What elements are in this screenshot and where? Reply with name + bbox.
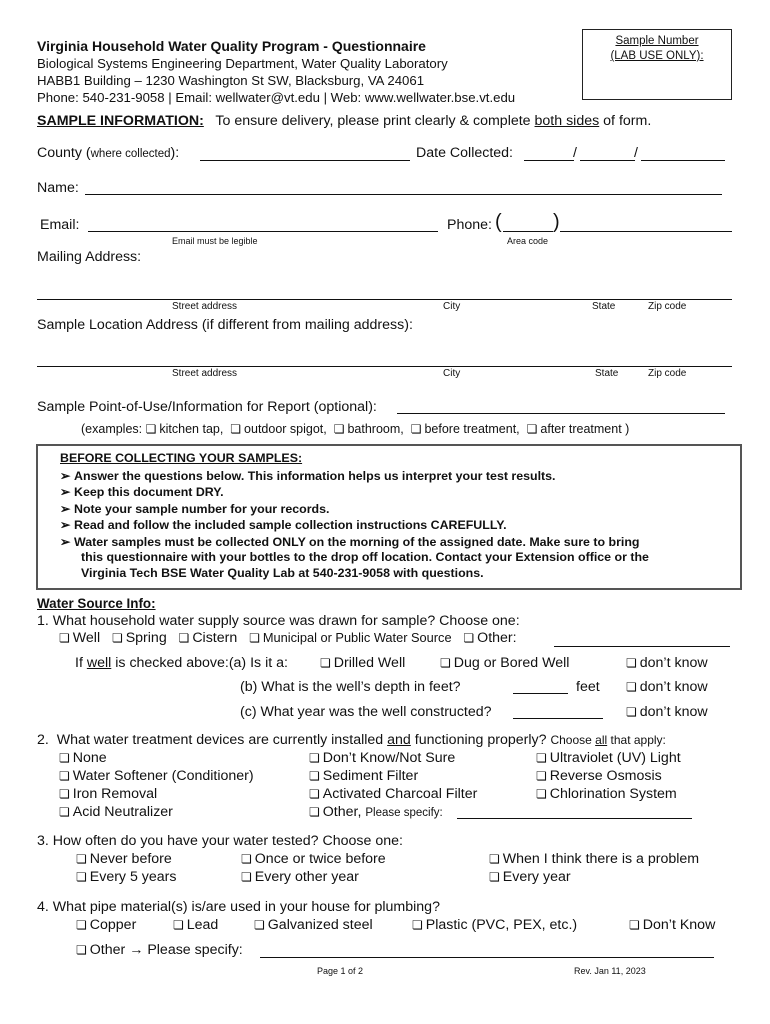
well-year-field[interactable] xyxy=(513,718,603,719)
bullet-3: ➢ Note your sample number for your records. xyxy=(60,502,330,516)
bullet-5-cont-1: this questionnaire with your bottles to the drop off location. Contact your Extension office or the xyxy=(81,550,649,564)
sample-info-heading: SAMPLE INFORMATION: xyxy=(37,113,204,129)
sample-location-label: Sample Location Address (if different from mailing address): xyxy=(37,317,413,333)
question-2: 2. What water treatment devices are currently installed and functioning properly? Choose all that apply: xyxy=(37,732,666,748)
sample-number-box[interactable] xyxy=(582,29,732,100)
treat-chlorination[interactable]: ❏ Chlorination System xyxy=(536,786,677,802)
form-title: Virginia Household Water Quality Program - Questionnaire xyxy=(37,38,426,54)
treat-charcoal-filter[interactable]: ❏ Activated Charcoal Filter xyxy=(309,786,477,802)
date-sep-2: / xyxy=(634,145,638,161)
point-of-use-field[interactable] xyxy=(397,413,725,414)
test-every-other-year[interactable]: ❏ Every other year xyxy=(241,869,359,885)
sample-location-field[interactable] xyxy=(37,366,732,367)
pipe-other[interactable]: ❏ Other → Please specify: xyxy=(76,942,243,958)
pipe-other-field[interactable] xyxy=(260,957,714,958)
example-before-treatment[interactable]: ❏ before treatment, xyxy=(411,422,520,436)
treat-other-field[interactable] xyxy=(457,818,692,819)
lab-use-only-label: (LAB USE ONLY): xyxy=(610,50,704,62)
date-collected-label: Date Collected: xyxy=(416,145,513,161)
well-depth-dont-know[interactable]: ❏ don’t know xyxy=(626,679,708,695)
drilled-well-checkbox[interactable]: ❏ Drilled Well xyxy=(320,655,405,671)
example-outdoor-spigot[interactable]: ❏ outdoor spigot, xyxy=(230,422,326,436)
treat-acid-neutralizer[interactable]: ❏ Acid Neutralizer xyxy=(59,804,173,820)
well-depth-question: (b) What is the well’s depth in feet? xyxy=(240,679,461,695)
well-year-question: (c) What year was the well constructed? xyxy=(240,704,492,720)
sample-info-heading-row xyxy=(37,113,651,129)
name-label: Name: xyxy=(37,180,79,196)
area-code-field[interactable] xyxy=(503,231,553,232)
treat-none[interactable]: ❏ None xyxy=(59,750,107,766)
treat-water-softener[interactable]: ❏ Water Softener (Conditioner) xyxy=(59,768,254,784)
treat-iron-removal[interactable]: ❏ Iron Removal xyxy=(59,786,157,802)
date-day-field[interactable] xyxy=(580,160,635,161)
pipe-lead[interactable]: ❏ Lead xyxy=(173,917,218,933)
instruction-end: of form. xyxy=(603,113,652,129)
zip-label-2: Zip code xyxy=(648,368,687,379)
examples-row: (examples: ❏ kitchen tap, ❏ outdoor spigot, ❏ bathroom, ❏ before treatment, ❏ after treatment ) xyxy=(81,422,629,436)
q1-cistern-checkbox[interactable]: ❏ Cistern xyxy=(179,630,238,646)
street-label-2: Street address xyxy=(172,368,238,379)
county-label: County (where collected): xyxy=(37,145,180,161)
page-number: Page 1 of 2 xyxy=(317,966,364,976)
mailing-address-field[interactable] xyxy=(37,299,732,300)
q1-other-field[interactable] xyxy=(554,646,730,647)
county-field[interactable] xyxy=(200,160,410,161)
email-field[interactable] xyxy=(88,231,438,232)
question-4: 4. What pipe material(s) is/are used in your house for plumbing? xyxy=(37,899,440,915)
email-label: Email: xyxy=(40,217,80,233)
well-year-dont-know[interactable]: ❏ don’t know xyxy=(626,704,708,720)
email-note: Email must be legible xyxy=(172,236,258,246)
phone-label: Phone: xyxy=(447,217,492,233)
before-collecting-box xyxy=(36,444,742,590)
area-code-label: Area code xyxy=(507,236,549,246)
test-every-year[interactable]: ❏ Every year xyxy=(489,869,571,885)
treat-sediment-filter[interactable]: ❏ Sediment Filter xyxy=(309,768,418,784)
revision-date: Rev. Jan 11, 2023 xyxy=(574,966,646,976)
example-bathroom[interactable]: ❏ bathroom, xyxy=(334,422,404,436)
treat-uv-light[interactable]: ❏ Ultraviolet (UV) Light xyxy=(536,750,681,766)
contact-line: Phone: 540-231-9058 | Email: wellwater@vt.edu | Web: www.wellwater.bse.vt.edu xyxy=(37,90,516,105)
well-depth-field[interactable] xyxy=(513,693,568,694)
feet-label: feet xyxy=(576,679,600,695)
pipe-copper[interactable]: ❏ Copper xyxy=(76,917,136,933)
q1-other-checkbox[interactable]: ❏ Other: xyxy=(463,630,516,646)
q1-spring-checkbox[interactable]: ❏ Spring xyxy=(112,630,167,646)
phone-paren-open: ( xyxy=(495,211,502,233)
city-label: City xyxy=(443,301,461,312)
bullet-1: ➢ Answer the questions below. This information helps us interpret your test results. xyxy=(60,469,556,483)
date-month-field[interactable] xyxy=(524,160,574,161)
date-sep-1: / xyxy=(573,145,577,161)
question-3: 3. How often do you have your water tested? Choose one: xyxy=(37,833,403,849)
if-well-label: If well is checked above:(a) Is it a: xyxy=(75,655,288,671)
before-heading: BEFORE COLLECTING YOUR SAMPLES: xyxy=(60,451,303,465)
sample-number-label: Sample Number xyxy=(615,35,699,47)
bullet-4: ➢ Read and follow the included sample collection instructions CAREFULLY. xyxy=(60,518,507,532)
street-label: Street address xyxy=(172,301,238,312)
point-of-use-label: Sample Point-of-Use/Information for Report (optional): xyxy=(37,399,377,415)
both-sides-text: both sides xyxy=(534,113,600,129)
name-field[interactable] xyxy=(85,194,722,195)
water-source-heading: Water Source Info: xyxy=(37,596,156,611)
city-label-2: City xyxy=(443,368,461,379)
treat-other[interactable]: ❏ Other, Please specify: xyxy=(309,804,443,820)
well-type-dont-know[interactable]: ❏ don’t know xyxy=(626,655,708,671)
test-once-twice[interactable]: ❏ Once or twice before xyxy=(241,851,386,867)
bullet-2: ➢ Keep this document DRY. xyxy=(60,485,224,499)
bullet-5: ➢ Water samples must be collected ONLY on the morning of the assigned date. Make sure to bring xyxy=(60,535,640,549)
phone-number-field[interactable] xyxy=(560,231,732,232)
pipe-plastic[interactable]: ❏ Plastic (PVC, PEX, etc.) xyxy=(412,917,577,933)
department-line: Biological Systems Engineering Department, Water Quality Laboratory xyxy=(37,56,448,71)
bullet-5-cont-2: Virginia Tech BSE Water Quality Lab at 540-231-9058 with questions. xyxy=(81,566,484,580)
treat-reverse-osmosis[interactable]: ❏ Reverse Osmosis xyxy=(536,768,662,784)
example-after-treatment[interactable]: ❏ after treatment ) xyxy=(527,422,630,436)
test-every-5-years[interactable]: ❏ Every 5 years xyxy=(76,869,177,885)
dug-well-checkbox[interactable]: ❏ Dug or Bored Well xyxy=(440,655,569,671)
q1-well-checkbox[interactable]: ❏ Well xyxy=(59,630,100,646)
question-1: 1. What household water supply source was drawn for sample? Choose one: xyxy=(37,613,520,629)
test-when-problem[interactable]: ❏ When I think there is a problem xyxy=(489,851,699,867)
example-kitchen-tap[interactable]: ❏ kitchen tap, xyxy=(146,422,224,436)
q1-municipal-checkbox[interactable]: ❏ Municipal or Public Water Source xyxy=(249,630,451,645)
pipe-galvanized[interactable]: ❏ Galvanized steel xyxy=(254,917,373,933)
q1-options xyxy=(59,630,517,646)
date-year-field[interactable] xyxy=(641,160,725,161)
phone-paren-close: ) xyxy=(553,211,560,233)
zip-label: Zip code xyxy=(648,301,687,312)
state-label: State xyxy=(592,301,616,312)
treat-dont-know[interactable]: ❏ Don’t Know/Not Sure xyxy=(309,750,455,766)
address-line: HABB1 Building – 1230 Washington St SW, Blacksburg, VA 24061 xyxy=(37,73,425,88)
sample-info-instruction: To ensure delivery, please print clearly & complete xyxy=(215,113,531,129)
state-label-2: State xyxy=(595,368,619,379)
test-never[interactable]: ❏ Never before xyxy=(76,851,172,867)
pipe-dont-know[interactable]: ❏ Don’t Know xyxy=(629,917,715,933)
mailing-address-label: Mailing Address: xyxy=(37,249,142,265)
